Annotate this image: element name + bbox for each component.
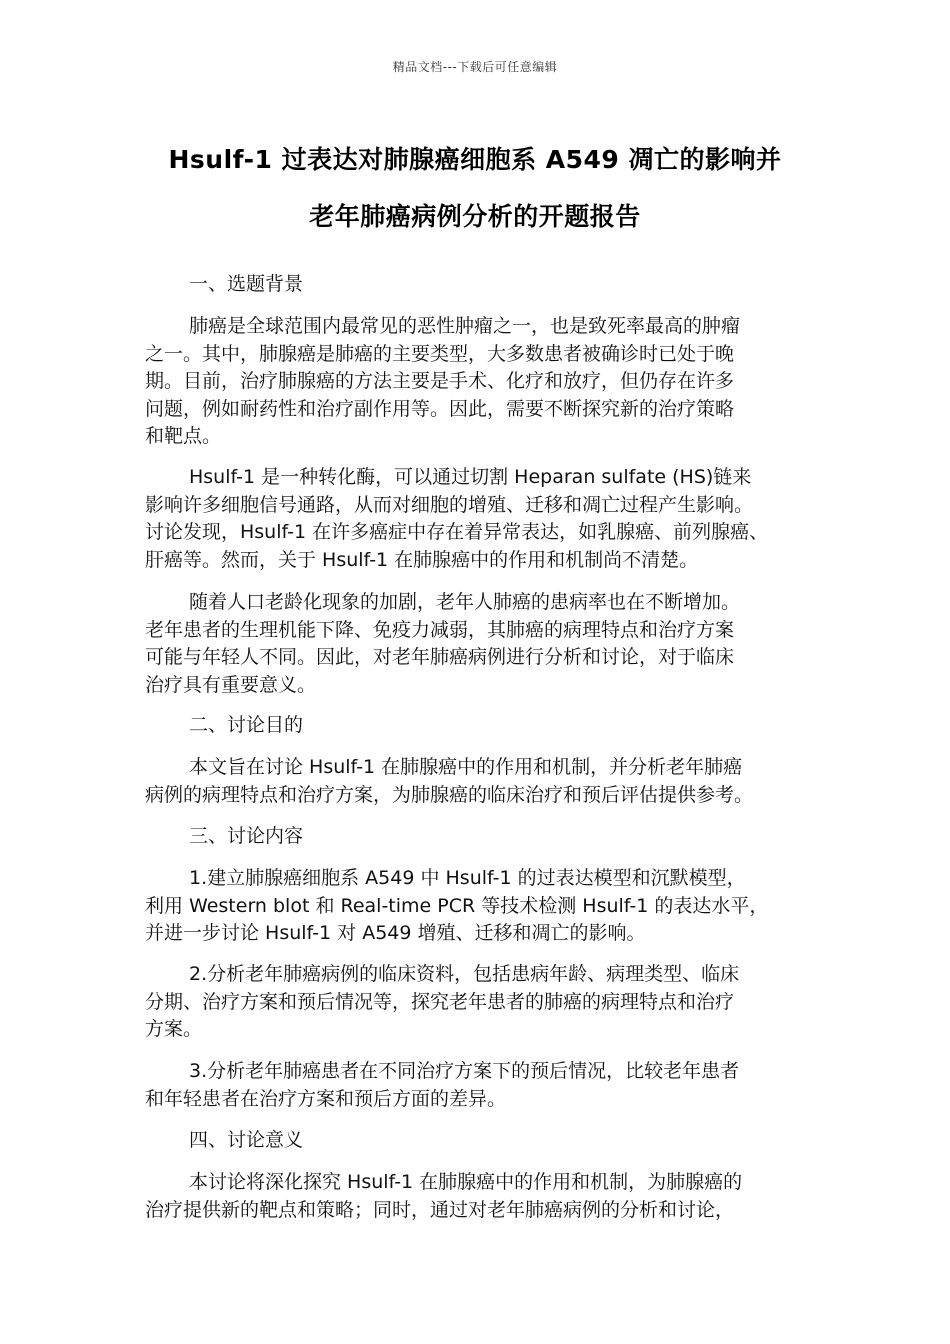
document-title-line-1: Hsulf-1 过表达对肺腺癌细胞系 A549 凋亡的影响并: [168, 145, 782, 174]
paragraph-line: 肺癌是全球范围内最常见的恶性肿瘤之一，也是致死率最高的肿瘤: [189, 315, 741, 337]
paragraph-line: 利用 Western blot 和 Real-time PCR 等技术检测 Hsulf-1 的表达水平，: [145, 894, 769, 917]
paragraph-line: 治疗具有重要意义。: [145, 673, 317, 696]
paragraph-background-5: [145, 865, 835, 948]
section-heading: 二、讨论目的: [189, 714, 304, 736]
paragraph-background-3: [145, 589, 835, 699]
paragraph-line: 1.建立肺腺癌细胞系 A549 中 Hsulf-1 的过表达模型和沉默模型，: [189, 867, 746, 889]
paragraph-line: 可能与年轻人不同。因此，对老年肺癌病例进行分析和讨论，对于临床: [145, 646, 735, 669]
paragraph-background-4: [145, 754, 835, 809]
section-heading-background: [145, 823, 835, 851]
paragraph-line: Hsulf-1 是一种转化酶，可以通过切割 Heparan sulfate (HS)链来: [189, 466, 752, 488]
paragraph-line: 本文旨在讨论 Hsulf-1 在肺腺癌中的作用和机制，并分析老年肺癌: [189, 756, 743, 778]
paragraph-line: 并进一步讨论 Hsulf-1 对 A549 增殖、迁移和凋亡的影响。: [145, 922, 646, 945]
paragraph-line: 肝癌等。然而，关于 Hsulf-1 在肺腺癌中的作用和机制尚不清楚。: [145, 548, 699, 571]
paragraph-line: 老年患者的生理机能下降、免疫力减弱，其肺癌的病理特点和治疗方案: [145, 618, 735, 641]
paragraph-line: 2.分析老年肺癌病例的临床资料，包括患病年龄、病理类型、临床: [189, 963, 740, 985]
document-title-line-2: 老年肺癌病例分析的开题报告: [309, 202, 641, 231]
paragraph-line: 分期、治疗方案和预后情况等，探究老年患者的肺癌的病理特点和治疗: [145, 990, 735, 1013]
paragraph-line: 治疗提供新的靶点和策略；同时，通过对老年肺癌病例的分析和讨论，: [145, 1198, 735, 1221]
paragraph-background-8: [145, 1169, 835, 1224]
paragraph-line: 3.分析老年肺癌患者在不同治疗方案下的预后情况，比较老年患者: [189, 1060, 740, 1082]
section-heading-background: [145, 712, 835, 740]
paragraph-line: 影响许多细胞信号通路，从而对细胞的增殖、迁移和凋亡过程产生影响。: [145, 493, 754, 516]
page-header: 精品文档---下载后可任意编辑: [392, 60, 558, 74]
paragraph-line: 本讨论将深化探究 Hsulf-1 在肺腺癌中的作用和机制，为肺腺癌的: [189, 1171, 743, 1193]
paragraph-line: 问题，例如耐药性和治疗副作用等。因此，需要不断探究新的治疗策略: [145, 397, 735, 420]
paragraph-line: 之一。其中，肺腺癌是肺癌的主要类型，大多数患者被确诊时已处于晚: [145, 342, 735, 365]
section-heading-background: [145, 271, 835, 299]
section-heading: 三、讨论内容: [189, 825, 304, 847]
paragraph-line: 期。目前，治疗肺腺癌的方法主要是手术、化疗和放疗，但仍存在许多: [145, 370, 735, 393]
paragraph-line: 病例的病理特点和治疗方案，为肺腺癌的临床治疗和预后评估提供参考。: [145, 783, 754, 806]
paragraph-background-6: [145, 961, 835, 1044]
paragraph-line: 讨论发现，Hsulf-1 在许多癌症中存在着异常表达，如乳腺癌、前列腺癌、: [145, 521, 769, 544]
paragraph-line: 随着人口老龄化现象的加剧，老年人肺癌的患病率也在不断增加。: [189, 591, 741, 613]
paragraph-line: 和年轻患者在治疗方案和预后方面的差异。: [145, 1087, 507, 1110]
section-heading: 一、选题背景: [189, 273, 304, 295]
paragraph-line: 方案。: [145, 1018, 203, 1041]
paragraph-background-1: [145, 313, 835, 451]
paragraph-background-7: [145, 1058, 835, 1113]
paragraph-background-2: [145, 464, 835, 574]
section-heading-background: [145, 1127, 835, 1155]
section-heading: 四、讨论意义: [189, 1129, 304, 1151]
paragraph-line: 和靶点。: [145, 425, 222, 448]
